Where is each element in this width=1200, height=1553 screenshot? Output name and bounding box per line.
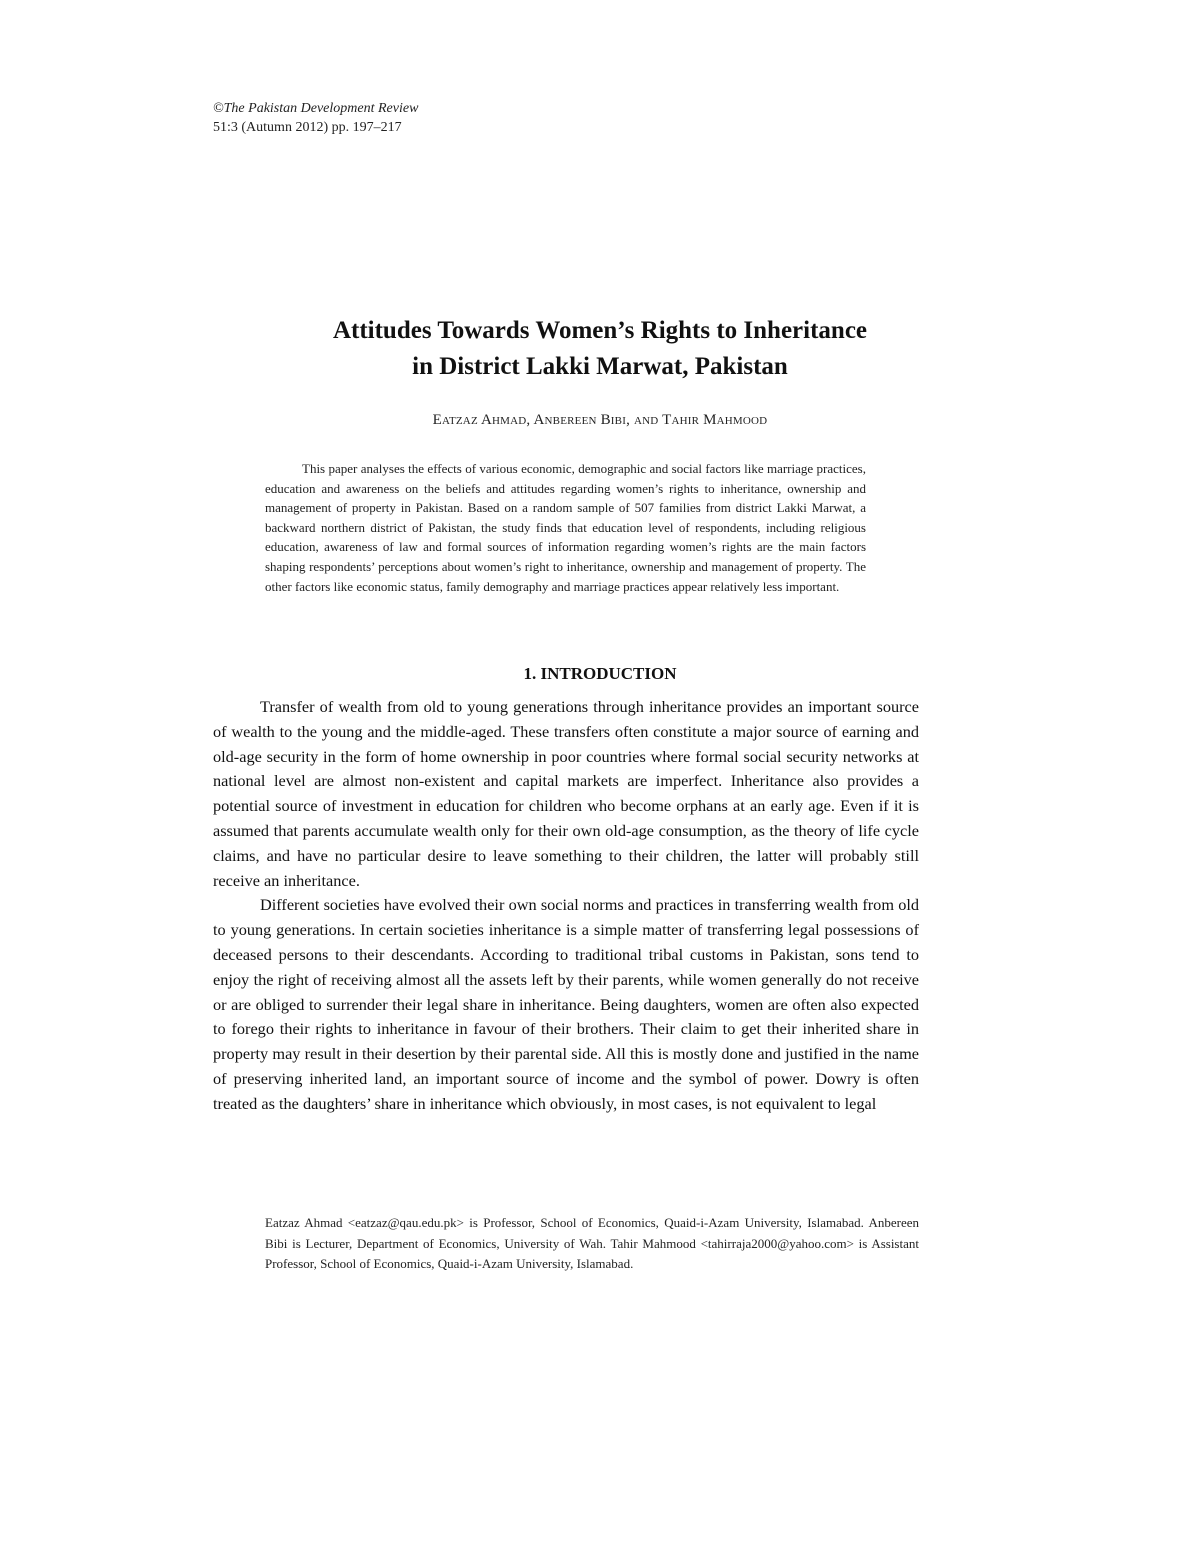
journal-issue: 51:3 (Autumn 2012) pp. 197–217 xyxy=(213,120,402,135)
abstract-text: This paper analyses the effects of various economic, demographic and social factors like marriage practices, education and awareness on the beliefs and attitudes regarding women’s rights to inheritance, ownership and management of property in Pakistan. Based on a random sample of 507 families from district Lakki Marwat, a backward northern district of Pakistan, the study finds that education level of respondents, including religious education, awareness of law and formal sources of information regarding women’s rights are the main factors shaping respondents’ perceptions about women’s right to inheritance, ownership and management of property. The other factors like economic status, family demography and marriage practices appear relatively less important. xyxy=(265,461,866,594)
abstract xyxy=(265,459,866,596)
section-body xyxy=(213,695,919,1117)
paper-title-line-1: Attitudes Towards Women’s Rights to Inheritance xyxy=(332,317,868,344)
paper-title-line-2: in District Lakki Marwat, Pakistan xyxy=(412,353,788,380)
section-heading: 1. INTRODUCTION xyxy=(523,664,677,683)
body-paragraph: Transfer of wealth from old to young generations through inheritance provides an important source of wealth to the young and the middle-aged. These transfers often constitute a major source of earning and old-age security in the form of home ownership in poor countries where formal social security networks at national level are almost non-existent and capital markets are imperfect. Inheritance also provides a potential source of investment in education for children who become orphans at an early age. Even if it is assumed that parents accumulate wealth only for their own old-age consumption, as the theory of life cycle claims, and have no particular desire to leave something to their children, the latter will probably still receive an inheritance. xyxy=(213,697,919,890)
paper-title xyxy=(0,313,1200,385)
journal-header xyxy=(213,99,418,137)
author-list: Eatzaz Ahmad, Anbereen Bibi, and Tahir Mahmood xyxy=(432,412,768,428)
author-footnote xyxy=(265,1213,919,1275)
footnote-text: Eatzaz Ahmad <eatzaz@qau.edu.pk> is Professor, School of Economics, Quaid-i-Azam University, Islamabad. Anbereen Bibi is Lecturer, Department of Economics, University of Wah. Tahir Mahmood <tahirraja2000@yahoo.com> is Assistant Professor, School of Economics, Quaid-i-Azam University, Islamabad. xyxy=(265,1215,919,1271)
journal-name: ©The Pakistan Development Review xyxy=(213,101,419,116)
body-paragraph: Different societies have evolved their own social norms and practices in transferring wealth from old to young generations. In certain societies inheritance is a simple matter of transferring legal possessions of deceased persons to their descendants. According to traditional tribal customs in Pakistan, sons tend to enjoy the right of receiving almost all the assets left by their parents, while women generally do not receive or are obliged to surrender their legal share in inheritance. Being daughters, women are often also expected to forego their rights to inheritance in favour of their brothers. Their claim to get their inherited share in property may result in their desertion by their parental side. All this is mostly done and justified in the name of preserving inherited land, an important source of income and the symbol of power. Dowry is often treated as the daughters’ share in inheritance which obviously, in most cases, is not equivalent to legal xyxy=(213,895,919,1113)
